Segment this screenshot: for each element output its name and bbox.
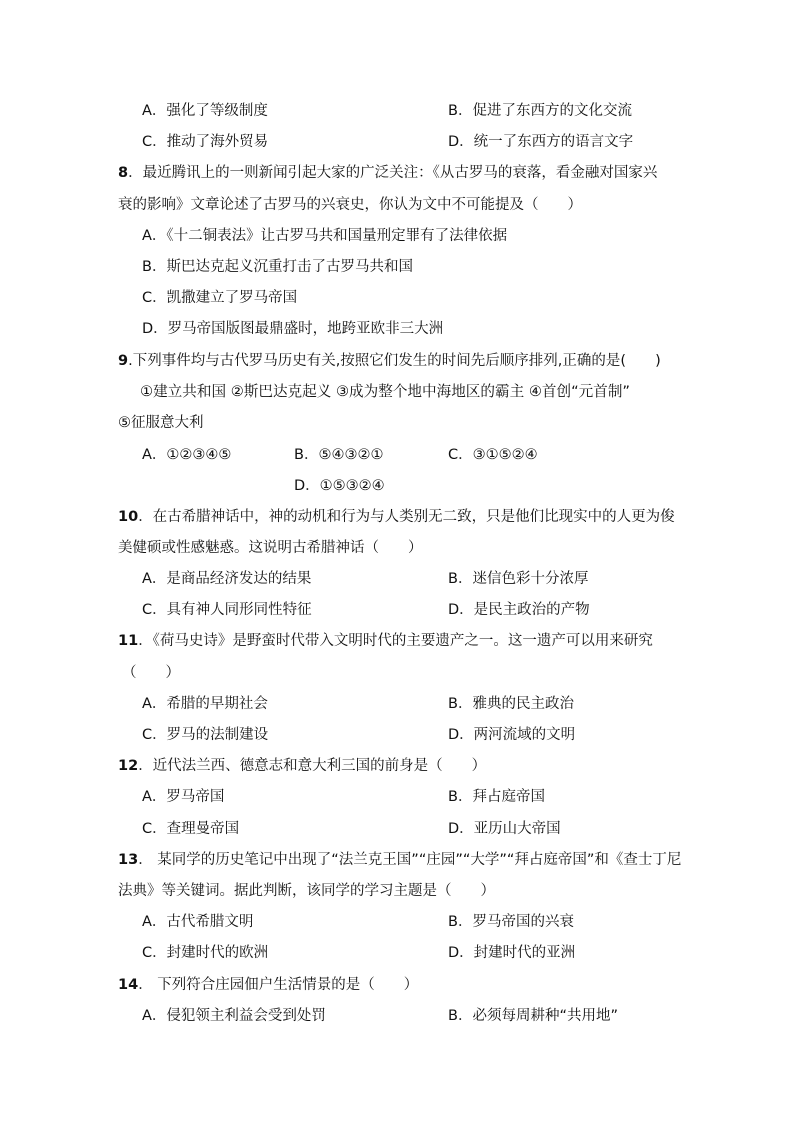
q9-events-line1: ①建立共和国 ②斯巴达克起义 ③成为整个地中海地区的霸主 ④首创“元首制” — [140, 383, 630, 400]
q7-option-a: A．强化了等级制度 — [142, 103, 268, 119]
q12-option-c: C．查理曼帝国 — [142, 821, 240, 837]
q8-option-b: B．斯巴达克起义沉重打击了古罗马共和国 — [142, 259, 413, 275]
q10-stem-text: ．在古希腊神话中，神的动机和行为与人类别无二致，只是他们比现实中的人更为俊 — [138, 509, 675, 525]
q8-stem-text: ．最近腾讯上的一则新闻引起大家的广泛关注：《从古罗马的衰落，看金融对国家兴 — [128, 165, 658, 181]
q7-option-c: C．推动了海外贸易 — [142, 134, 269, 150]
q13-option-b: B．罗马帝国的兴衰 — [448, 914, 574, 930]
q8-option-c: C．凯撒建立了罗马帝国 — [142, 290, 298, 306]
q11-stem-line1 — [118, 631, 653, 651]
q9-events-line2: ⑤征服意大利 — [118, 415, 204, 431]
q14-number: 14 — [118, 977, 139, 993]
q12-option-d: D．亚历山大帝国 — [448, 821, 561, 837]
q10-number: 10 — [118, 509, 139, 525]
q7-option-d: D．统一了东西方的语言文字 — [448, 134, 634, 150]
q12-stem — [118, 756, 486, 776]
q11-option-b: B．雅典的民主政治 — [448, 696, 574, 712]
q13-stem-line1 — [118, 850, 681, 870]
q13-stem-text: ． 某同学的历史笔记中出现了“法兰克王国”“庄园”“大学”“拜占庭帝国”和《查士丁尼 — [138, 852, 682, 868]
q11-option-c: C．罗马的法制建设 — [142, 727, 269, 743]
q14-option-b: B．必须每周耕种“共用地” — [448, 1008, 618, 1024]
q9-option-c: C．③①⑤②④ — [448, 447, 538, 463]
q9-option-b: B．⑤④③②① — [294, 447, 384, 463]
q13-number: 13 — [118, 852, 139, 868]
q14-stem-text: ． 下列符合庄园佃户生活情景的是（ ） — [138, 977, 419, 993]
q8-stem-line1 — [118, 163, 657, 183]
q11-option-d: D．两河流域的文明 — [448, 727, 576, 743]
q11-stem-line2: （ ） — [122, 665, 180, 681]
q13-option-c: C．封建时代的欧洲 — [142, 945, 269, 961]
q11-stem-text: ．《荷马史诗》是野蛮时代带入文明时代的主要遗产之一。这一遗产可以用来研究 — [138, 633, 653, 649]
q9-option-a: A．①②③④⑤ — [142, 447, 232, 463]
q12-stem-text: ．近代法兰西、德意志和意大利三国的前身是（ ） — [138, 758, 487, 774]
q11-option-a: A．希腊的早期社会 — [142, 696, 268, 712]
q14-stem — [118, 975, 418, 995]
q7-option-b: B．促进了东西方的文化交流 — [448, 103, 632, 119]
q10-option-c: C．具有神人同形同性特征 — [142, 602, 312, 618]
q8-option-d: D．罗马帝国版图最鼎盛时，地跨亚欧非三大洲 — [142, 321, 444, 337]
q10-option-b: B．迷信色彩十分浓厚 — [448, 571, 589, 587]
q13-option-d: D．封建时代的亚洲 — [448, 945, 576, 961]
q9-number: 9 — [118, 353, 129, 369]
q13-stem-line2: 法典》等关键词。据此判断，该同学的学习主题是（ ） — [118, 883, 495, 899]
q10-option-d: D．是民主政治的产物 — [448, 602, 590, 618]
q9-stem-text: .下列事件均与古代罗马历史有关,按照它们发生的时间先后顺序排列,正确的是( ) — [128, 353, 661, 369]
q13-option-a: A．古代希腊文明 — [142, 914, 254, 930]
q14-option-a: A．侵犯领主利益会受到处罚 — [142, 1008, 326, 1024]
q9-option-d: D．①⑤③②④ — [294, 478, 385, 494]
q9-stem — [118, 351, 661, 371]
q10-stem-line2: 美健硕或性感魅惑。这说明古希腊神话（ ） — [118, 540, 423, 556]
q11-number: 11 — [118, 633, 139, 649]
q10-stem-line1 — [118, 507, 675, 527]
q10-option-a: A．是商品经济发达的结果 — [142, 571, 312, 587]
q12-option-a: A．罗马帝国 — [142, 789, 225, 805]
q8-number: 8 — [118, 165, 129, 181]
q8-stem-line2: 衰的影响》文章论述了古罗马的兴衰史，你认为文中不可能提及（ ） — [118, 197, 582, 213]
q8-option-a: A．《十二铜表法》让古罗马共和国量刑定罪有了法律依据 — [142, 228, 508, 244]
q12-option-b: B．拜占庭帝国 — [448, 789, 545, 805]
q12-number: 12 — [118, 758, 139, 774]
